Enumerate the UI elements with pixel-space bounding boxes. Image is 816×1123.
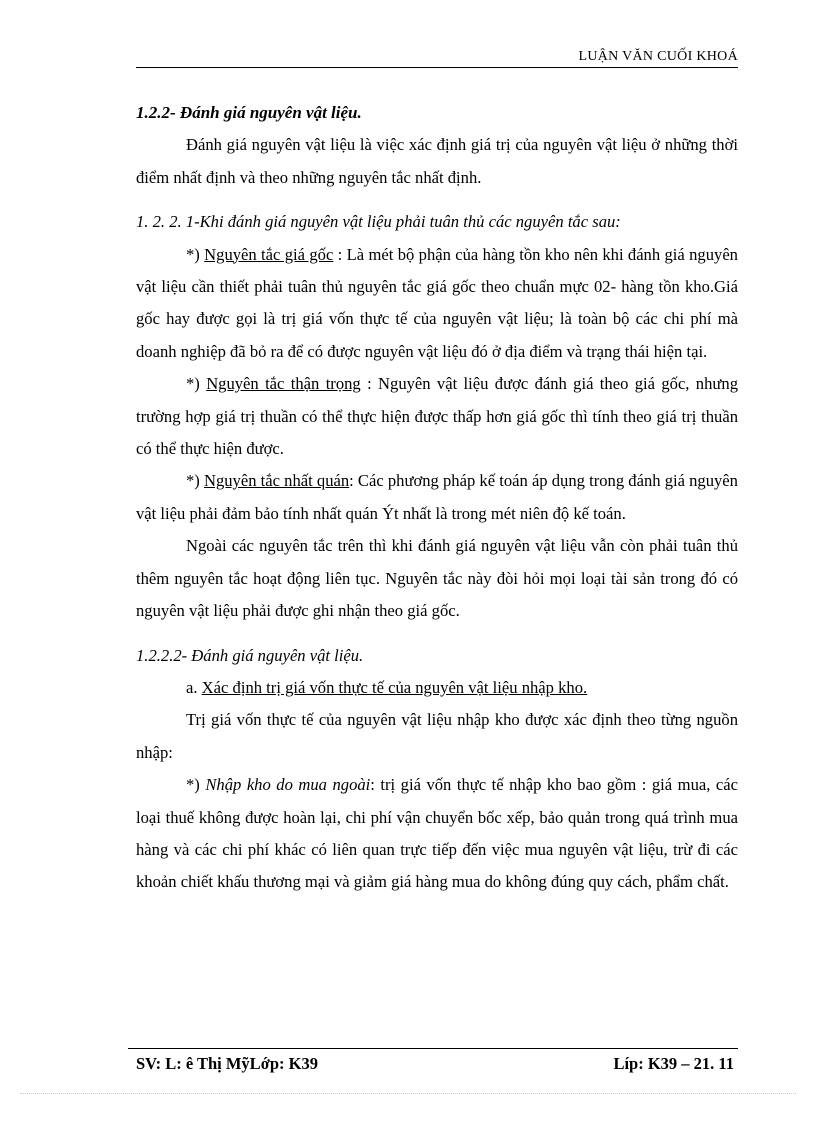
- footer-student-info: SV: L: ê Thị MỹLớp: K39: [136, 1054, 318, 1073]
- principle-consistency-text: : Các phương pháp kế toán áp dụng trong đánh giá nguyên vật liệu phải đảm bảo tính nhất quán Ýt nhất là trong mét niên độ kế toán.: [136, 471, 738, 523]
- principle-cost-title: Nguyên tắc giá gốc: [204, 244, 334, 264]
- principle-prudence-text: : Nguyên vật liệu được đánh giá theo giá gốc, nhưng trường hợp giá trị thuần có thể thực hiện được thấp hơn giá gốc thì tính theo giá trị thuần có thể thực hiện được.: [136, 374, 738, 459]
- item-a-heading: [136, 672, 738, 704]
- purchase-title: Nhập kho do mua ngoài: [205, 775, 371, 795]
- item-a-intro-paragraph: Trị giá vốn thực tế của nguyên vật liệu nhập kho được xác định theo từng nguồn nhập:: [136, 710, 738, 762]
- bullet-marker: *): [186, 471, 204, 491]
- section-heading: 1.2.2- Đánh giá nguyên vật liệu.: [136, 103, 362, 122]
- page-content: [136, 97, 738, 899]
- other-principles-paragraph: Ngoài các nguyên tắc trên thì khi đánh giá nguyên vật liệu vẫn còn phải tuân thủ thêm nguyên tắc hoạt động liên tục. Nguyên tắc này đòi hỏi mọi loại tài sản trong đó có nguyên vật liệu phải được ghi nhận theo giá gốc.: [136, 536, 738, 621]
- bullet-marker: *): [186, 244, 205, 264]
- principle-consistency-paragraph: [136, 465, 738, 530]
- running-header-title: LUẬN VĂN CUỐI KHOÁ: [578, 49, 738, 64]
- principle-consistency-title: Nguyên tắc nhất quán: [203, 471, 350, 491]
- principle-cost-text: : Là mét bộ phận của hàng tồn kho nên khi đánh giá nguyên vật liệu cần thiết phải tuân thủ nguyên tắc giá gốc theo chuẩn mực 02- hàng tồn kho.Giá gốc hay được gọi là trị giá vốn thực tế của nguyên vật liệu; là toàn bộ các chi phí mà doanh nghiệp đã bỏ ra để có được nguyên vật liệu đó ở địa điểm và trạng thái hiện tại.: [136, 244, 738, 361]
- page-edge-dotted-line: [20, 1093, 796, 1094]
- purchase-text: : trị giá vốn thực tế nhập kho bao gồm : giá mua, các loại thuế không được hoàn lại, chi phí vận chuyển bốc xếp, bảo quản trong quá trình mua hàng và các chi phí khác có liên quan trực tiếp đến việc mua nguyên vật liệu, trừ đi các khoản chiết khấu thương mại và giảm giá hàng mua do không đúng quy cách, phẩm chất.: [136, 775, 738, 892]
- intro-paragraph: Đánh giá nguyên vật liệu là việc xác định giá trị của nguyên vật liệu ở những thời điểm nhất định và theo những nguyên tắc nhất định.: [136, 135, 738, 187]
- header-rule: [136, 67, 738, 68]
- principle-cost-paragraph: [136, 239, 738, 369]
- subsection-heading-1: 1. 2. 2. 1-Khi đánh giá nguyên vật liệu phải tuân thủ các nguyên tắc sau:: [136, 212, 621, 232]
- footer-rule: [128, 1048, 738, 1049]
- purchase-paragraph: [136, 769, 738, 899]
- item-a-prefix: a.: [186, 677, 202, 697]
- principle-prudence-paragraph: [136, 368, 738, 465]
- subsection-heading-2: 1.2.2.2- Đánh giá nguyên vật liệu.: [136, 645, 364, 665]
- item-a-title: Xác định trị giá vốn thực tế của nguyên vật liệu nhập kho.: [201, 677, 588, 697]
- bullet-marker: *): [186, 775, 206, 795]
- bullet-marker: *): [186, 374, 207, 394]
- principle-prudence-title: Nguyên tắc thận trọng: [206, 374, 361, 394]
- footer-class-info: Líp: K39 – 21. 11: [613, 1054, 734, 1073]
